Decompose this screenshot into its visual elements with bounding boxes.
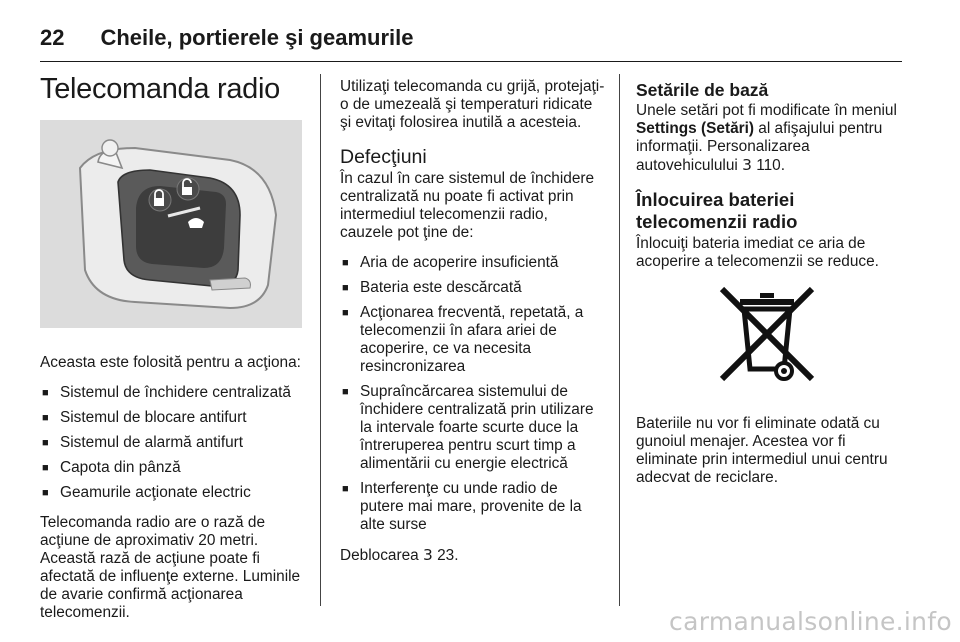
column-2 — [340, 78, 605, 577]
basic-text-pre: Unele setări pot fi modificate în meniul — [636, 102, 897, 119]
care-paragraph: Utilizaţi telecomanda cu grijă, protejaţi-o de umezeală şi temperaturi ridicate şi evitaţi folosirea inutilă a acesteia. — [340, 78, 605, 131]
fault-intro: În cazul în care sistemul de închidere centralizată nu poate fi activat prin intermediul telecomenzii radio, cauzele pot ţine de: — [340, 170, 595, 241]
unlock-text: Deblocarea — [340, 547, 419, 564]
ref-arrow-icon: 3 — [742, 156, 752, 174]
header-rule — [40, 61, 902, 62]
section-title: Telecomanda radio — [40, 73, 280, 105]
function-list — [40, 384, 306, 502]
chapter-title: Cheile, portierele şi geamurile — [100, 25, 414, 50]
unlock-page-link[interactable]: 23. — [437, 547, 459, 564]
column-1 — [40, 66, 306, 634]
column-divider-2 — [619, 74, 620, 606]
intro-text: Aceasta este folosită pentru a acţiona: — [40, 354, 301, 371]
remote-key-illustration — [40, 120, 302, 328]
unlock-reference — [340, 546, 605, 565]
list-item: ■ Sistemul de alarmă antifurt — [40, 434, 306, 452]
ref-arrow-icon: 3 — [423, 546, 433, 564]
column-3 — [636, 78, 902, 499]
basic-text-post: al afişajului pentru informaţii. Personalizarea autovehiculului — [636, 120, 883, 174]
remote-key-image — [40, 120, 302, 328]
list-item: ■ Bateria este descărcată — [340, 279, 605, 297]
list-item: ■ Geamurile acţionate electric — [40, 484, 306, 502]
column-divider-1 — [320, 74, 321, 606]
list-item: ■ Sistemul de blocare antifurt — [40, 409, 306, 427]
range-paragraph: Telecomanda radio are o rază de acţiune de aproximativ 20 metri. Această rază de acţiune poate fi afectată de influenţe externe. Luminile de avarie confirmă acţionarea telecomenzii. — [40, 514, 301, 621]
recycle-bin-image — [636, 283, 898, 393]
list-item: ■ Interferenţe cu unde radio de putere mai mare, provenite de la alte surse — [340, 480, 605, 534]
fault-list — [340, 254, 605, 534]
list-item: ■ Acţionarea frecventă, repetată, a telecomenzii în afara ariei de acoperire, ce va necesita resincronizarea — [340, 304, 605, 376]
settings-menu-name: Settings (Setări) — [636, 120, 755, 137]
page-header — [40, 18, 900, 58]
list-item: ■ Supraîncărcarea sistemului de închidere centralizată prin utilizare la intervale foarte scurte duce la întreruperea pentru scurt timp a alimentării cu energie electrică — [340, 383, 605, 473]
crossed-bin-icon — [712, 283, 822, 391]
list-item: ■ Aria de acoperire insuficientă — [340, 254, 605, 272]
personalization-page-link[interactable]: 110. — [756, 157, 785, 174]
basic-settings-text — [636, 102, 902, 175]
fault-heading: Defecţiuni — [340, 146, 427, 168]
basic-settings-heading: Setările de bază — [636, 80, 769, 100]
disposal-text: Bateriile nu vor fi eliminate odată cu gunoiul menajer. Acestea vor fi eliminate prin intermediul unui centru adecvat de reciclare. — [636, 415, 888, 486]
page-number: 22 — [40, 25, 65, 50]
watermark: carmanualsonline.info — [669, 607, 952, 636]
battery-text: Înlocuiţi bateria imediat ce aria de acoperire a telecomenzii se reduce. — [636, 235, 879, 270]
battery-heading: Înlocuirea bateriei telecomenzii radio — [636, 189, 798, 232]
list-item: ■ Capota din pânză — [40, 459, 306, 477]
list-item: ■ Sistemul de închidere centralizată — [40, 384, 306, 402]
